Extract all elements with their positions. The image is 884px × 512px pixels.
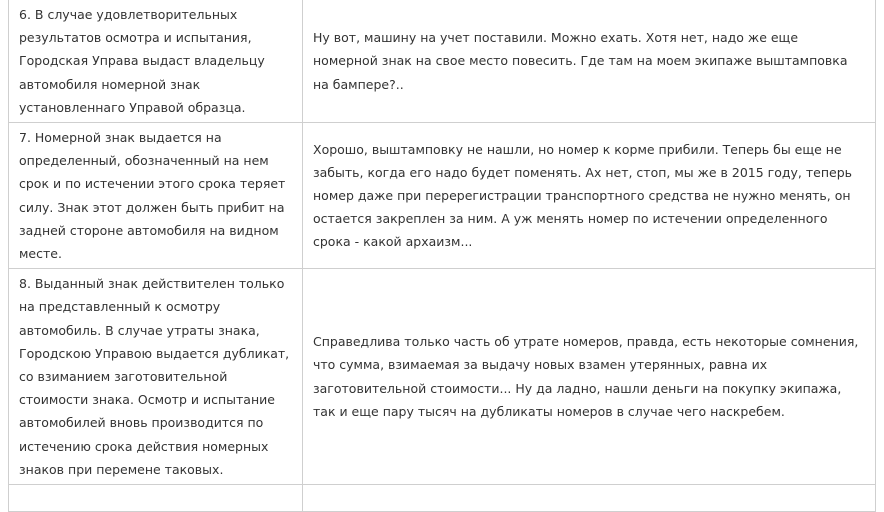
comment-text: Ну вот, машину на учет поставили. Можно ехать. Хотя нет, надо же еще номерной знак на свое место повесить. Где там на моем экипаже выштамповка на бампере?.. <box>313 30 848 92</box>
rule-cell <box>9 269 303 485</box>
comment-cell <box>303 123 876 269</box>
rule-cell <box>9 485 303 512</box>
rule-cell <box>9 0 303 123</box>
rule-text: 8. Выданный знак действителен только на представленный к осмотру автомобиль. В случае утраты знака, Городскою Управою выдается дубликат, со взиманием заготовительной стоимости знака. Осмотр и испытание автомобилей вновь производится по истечению срока действия номерных знаков при перемене таковых. <box>19 276 290 477</box>
comment-cell <box>303 0 876 123</box>
rule-text: 7. Номерной знак выдается на определенный, обозначенный на нем срок и по истечении этого срока теряет силу. Знак этот должен быть прибит на задней стороне автомобиля на видном месте. <box>19 130 286 262</box>
comment-text: Справедлива только часть об утрате номеров, правда, есть некоторые сомнения, что сумма, взимаемая за выдачу новых взамен утерянных, равна их заготовительной стоимости... Ну да ладно, нашли деньги на покупку экипажа, так и еще пару тысяч на дубликаты номеров в случае чего наскребем. <box>313 334 859 419</box>
comparison-table-container <box>8 0 876 512</box>
table-row <box>9 123 876 269</box>
rule-cell <box>9 123 303 269</box>
comparison-table <box>8 0 876 512</box>
comment-text: Хорошо, выштамповку не нашли, но номер к корме прибили. Теперь бы еще не забыть, когда его надо будет поменять. Ах нет, стоп, мы же в 2015 году, теперь номер даже при перерегистрации транспортного средства не нужно менять, он остается закреплен за ним. А уж менять номер по истечении определенного срока - какой архаизм... <box>313 141 853 250</box>
rule-text: 6. В случае удовлетворительных результатов осмотра и испытания, Городская Управа выдаст владельцу автомобиля номерной знак установленнаго Управой образца. <box>19 7 265 115</box>
comment-cell <box>303 269 876 485</box>
comment-cell <box>303 485 876 512</box>
table-row <box>9 485 876 512</box>
table-row <box>9 269 876 485</box>
table-row <box>9 0 876 123</box>
